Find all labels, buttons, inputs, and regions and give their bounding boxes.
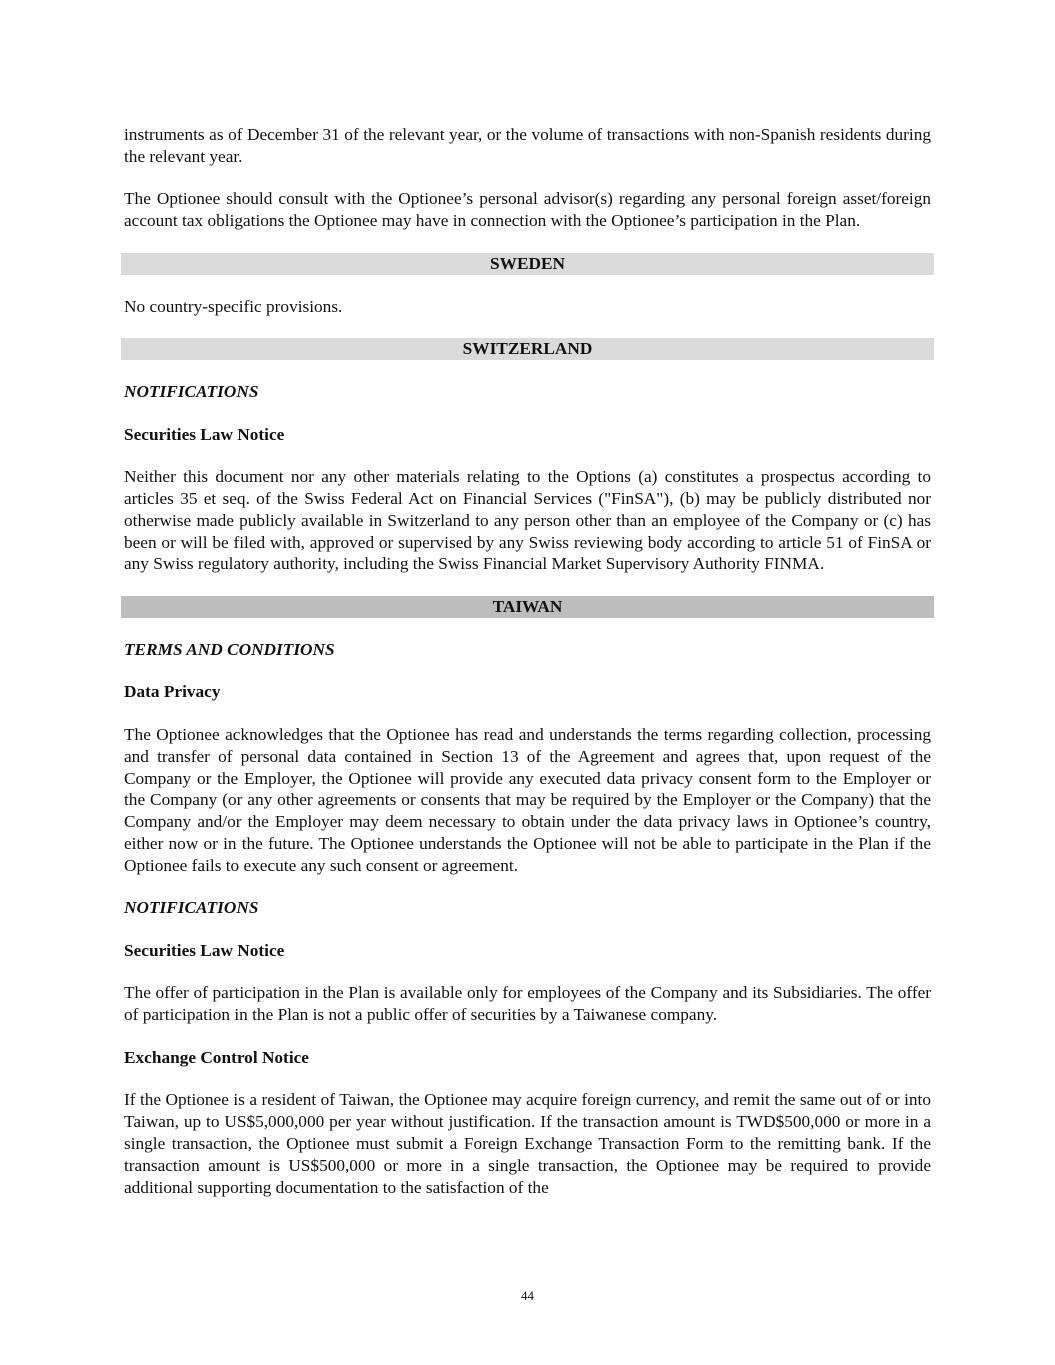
taiwan-data-privacy-heading: Data Privacy	[124, 682, 221, 702]
switzerland-notifications-heading: NOTIFICATIONS	[124, 381, 259, 401]
taiwan-exchange-heading: Exchange Control Notice	[124, 1047, 309, 1067]
page-number: 44	[521, 1288, 534, 1303]
taiwan-data-privacy-text: The Optionee acknowledges that the Optionee has read and understands the terms regarding collection, processing and transfer of personal data contained in Section 13 of the Agreement and agrees that, upon request of the Company or the Employer, the Optionee will provide any executed data privacy consent form to the Employer or the Company (or any other agreements or consents that may be required by the Employer or the Company) that the Company and/or the Employer may deem necessary to obtain under the data privacy laws in Optionee’s country, either now or in the future. The Optionee understands the Optionee will not be able to participate in the Plan if the Optionee fails to execute any such consent or agreement.	[124, 724, 931, 875]
switzerland-heading: SWITZERLAND	[121, 338, 934, 360]
taiwan-exchange-text: If the Optionee is a resident of Taiwan, the Optionee may acquire foreign currency, and remit the same out of or into Taiwan, up to US$5,000,000 per year without justification. If the transaction amount is TWD$500,000 or more in a single transaction, the Optionee must submit a Foreign Exchange Transaction Form to the remitting bank. If the transaction amount is US$500,000 or more in a single transaction, the Optionee may be required to provide additional supporting documentation to the satisfaction of the	[124, 1090, 931, 1197]
switzerland-securities-heading: Securities Law Notice	[124, 424, 285, 444]
taiwan-terms-heading: TERMS AND CONDITIONS	[124, 639, 335, 659]
taiwan-securities-heading: Securities Law Notice	[124, 940, 285, 960]
sweden-heading: SWEDEN	[121, 253, 934, 275]
sweden-text: No country-specific provisions.	[124, 296, 343, 316]
taiwan-notifications-heading: NOTIFICATIONS	[124, 898, 259, 918]
spain-continuation-text: instruments as of December 31 of the relevant year, or the volume of transactions with non-Spanish residents during the relevant year.	[124, 125, 931, 166]
switzerland-securities-text: Neither this document nor any other materials relating to the Options (a) constitutes a prospectus according to articles 35 et seq. of the Swiss Federal Act on Financial Services ("FinSA"), (b) may be publicly distributed nor otherwise made publicly available in Switzerland to any person other than an employee of the Company or (c) has been or will be filed with, approved or supervised by any Swiss reviewing body according to article 51 of FinSA or any Swiss regulatory authority, including the Swiss Financial Market Supervisory Authority FINMA.	[124, 467, 931, 574]
document-page	[124, 124, 931, 1198]
taiwan-securities-text: The offer of participation in the Plan is available only for employees of the Company and its Subsidiaries. The offer of participation in the Plan is not a public offer of securities by a Taiwanese company.	[124, 983, 931, 1025]
spain-advisor-paragraph: The Optionee should consult with the Optionee’s personal advisor(s) regarding any personal foreign asset/foreign account tax obligations the Optionee may have in connection with the Optionee’s participation in the Plan.	[124, 189, 931, 231]
taiwan-heading: TAIWAN	[121, 596, 934, 618]
